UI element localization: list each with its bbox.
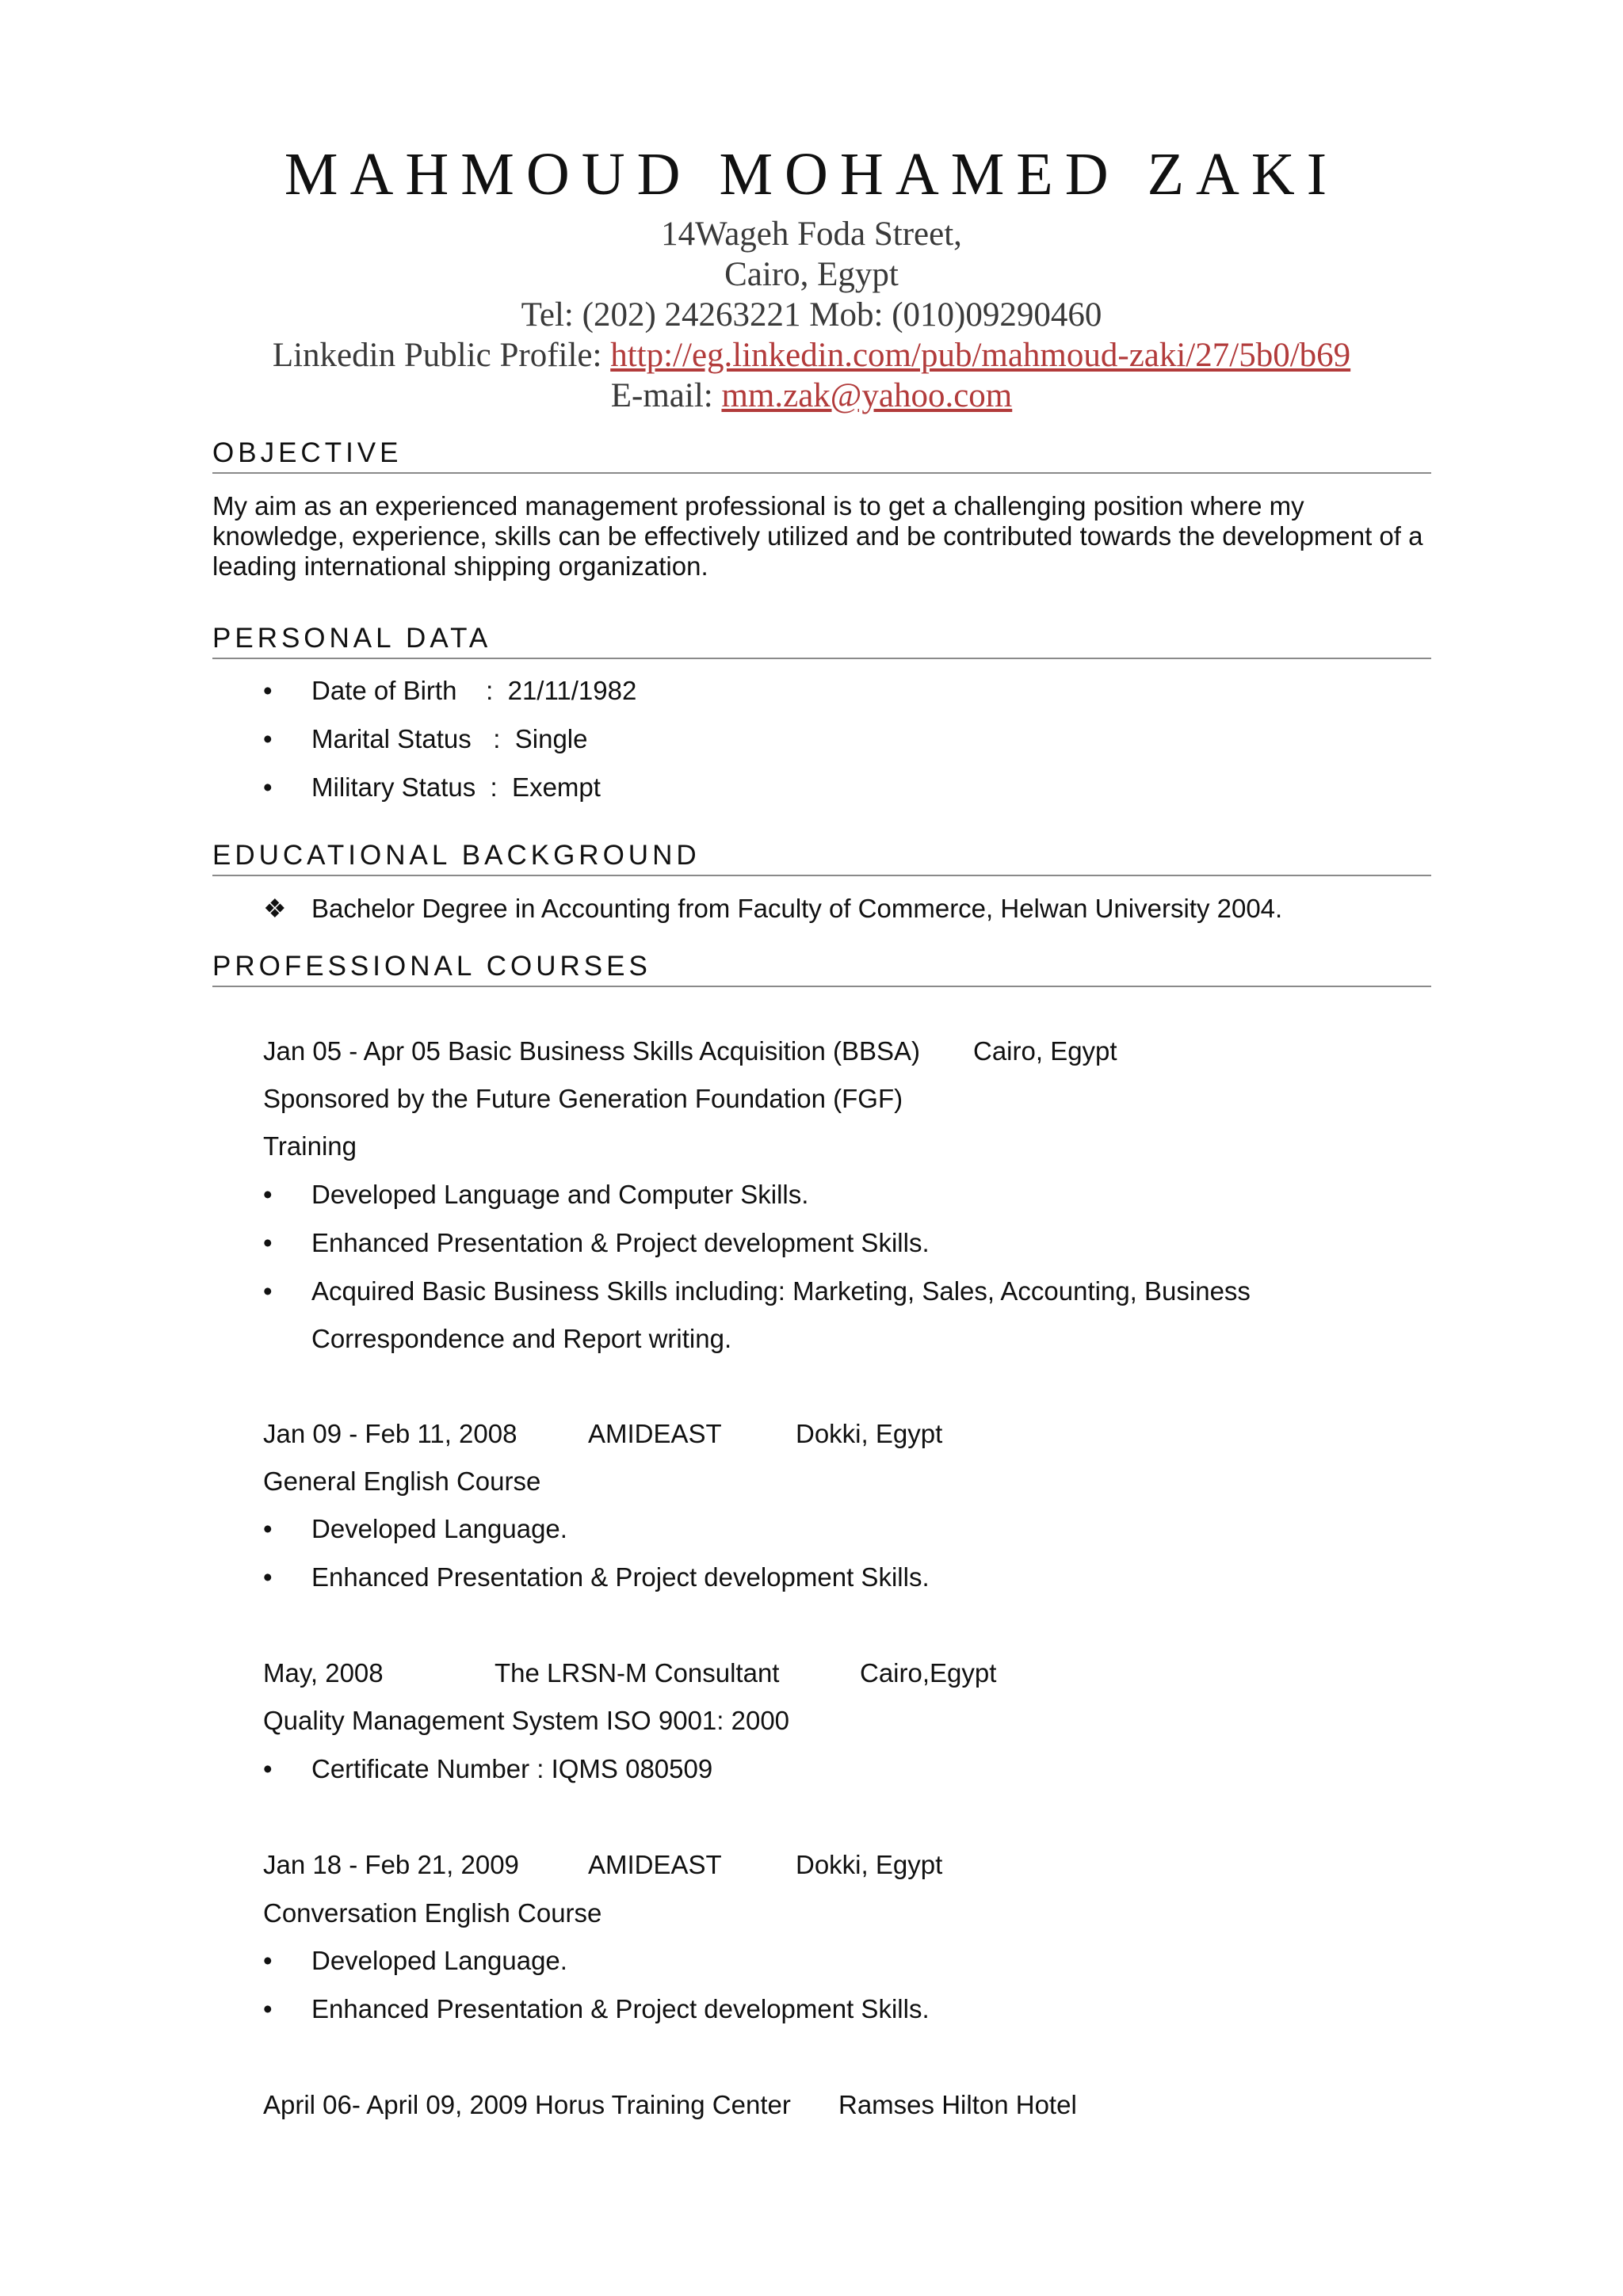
education-heading: EDUCATIONAL BACKGROUND <box>212 840 1431 876</box>
linkedin-line <box>0 335 1623 376</box>
course1-place: Cairo, Egypt <box>973 1036 1117 1066</box>
diamond-bullet-icon: ❖ <box>263 894 287 923</box>
course1-sponsor: Sponsored by the Future Generation Foundation (FGF) <box>263 1084 903 1113</box>
address-line-1: 14Wageh Foda Street, <box>661 215 962 253</box>
course2-bullet-2: Enhanced Presentation & Project development Skills. <box>311 1562 930 1592</box>
bullet-dot: • <box>263 772 273 802</box>
course4-bullet-1: Developed Language. <box>311 1946 567 1975</box>
phone-line: Tel: (202) 24263221 Mob: (010)09290460 <box>521 296 1102 334</box>
bullet-dot: • <box>263 1562 273 1592</box>
course4-bullet-2: Enhanced Presentation & Project development Skills. <box>311 1994 930 2023</box>
course3-bullet-1: Certificate Number : IQMS 080509 <box>311 1754 713 1783</box>
address-line-2: Cairo, Egypt <box>724 256 899 293</box>
linkedin-label: Linkedin Public Profile: <box>272 337 611 374</box>
course2-title: General English Course <box>263 1466 541 1496</box>
bullet-dot: • <box>263 1514 273 1543</box>
course2-org: AMIDEAST <box>588 1419 722 1448</box>
course2-place: Dokki, Egypt <box>796 1419 943 1448</box>
course1-type: Training <box>263 1131 357 1161</box>
email-line <box>0 376 1623 416</box>
linkedin-link[interactable]: http://eg.linkedin.com/pub/mahmoud-zaki/27/5b0/b69 <box>610 337 1351 374</box>
course3-title: Quality Management System ISO 9001: 2000 <box>263 1706 790 1735</box>
course4-title: Conversation English Course <box>263 1898 602 1928</box>
course5-place: Ramses Hilton Hotel <box>838 2090 1077 2119</box>
course3-date: May, 2008 <box>263 1658 384 1688</box>
education-item: Bachelor Degree in Accounting from Faculty of Commerce, Helwan University 2004. <box>311 894 1283 923</box>
candidate-name: MAHMOUD MOHAMED ZAKI <box>284 141 1339 208</box>
course4-date: Jan 18 - Feb 21, 2009 <box>263 1850 519 1879</box>
course1-bullet-3: Acquired Basic Business Skills including: Marketing, Sales, Accounting, Business <box>311 1276 1251 1306</box>
course5-date-org: April 06- April 09, 2009 Horus Training Center <box>263 2090 791 2119</box>
courses-heading: PROFESSIONAL COURSES <box>212 951 1431 987</box>
bullet-dot: • <box>263 1276 273 1306</box>
course4-place: Dokki, Egypt <box>796 1850 943 1879</box>
resume-header <box>0 135 1623 416</box>
course1-bullet-2: Enhanced Presentation & Project development Skills. <box>311 1228 930 1257</box>
personal-marital: Marital Status : Single <box>311 724 588 753</box>
personal-data-heading: PERSONAL DATA <box>212 623 1431 659</box>
course2-bullet-1: Developed Language. <box>311 1514 567 1543</box>
course3-place: Cairo,Egypt <box>860 1658 997 1688</box>
bullet-dot: • <box>263 1180 273 1209</box>
course1-bullet-1: Developed Language and Computer Skills. <box>311 1180 809 1209</box>
objective-heading: OBJECTIVE <box>212 437 1431 474</box>
course4-org: AMIDEAST <box>588 1850 722 1879</box>
bullet-dot: • <box>263 724 273 753</box>
course3-org: The LRSN-M Consultant <box>495 1658 780 1688</box>
personal-dob: Date of Birth : 21/11/1982 <box>311 676 637 705</box>
bullet-dot: • <box>263 1228 273 1257</box>
objective-text: My aim as an experienced management professional is to get a challenging position where my knowledge, experience, skills can be effectively utilized and be contributed towards the development of a leading international shipping organization. <box>212 491 1423 581</box>
email-link[interactable]: mm.zak@yahoo.com <box>721 377 1013 414</box>
course2-date: Jan 09 - Feb 11, 2008 <box>263 1419 517 1448</box>
personal-military: Military Status : Exempt <box>311 772 601 802</box>
bullet-dot: • <box>263 1754 273 1783</box>
bullet-dot: • <box>263 1946 273 1975</box>
course1-date-title: Jan 05 - Apr 05 Basic Business Skills Acquisition (BBSA) <box>263 1036 921 1066</box>
email-label: E-mail: <box>610 377 722 414</box>
bullet-dot: • <box>263 1994 273 2023</box>
bullet-dot: • <box>263 676 273 705</box>
course1-bullet-3-cont: Correspondence and Report writing. <box>311 1324 732 1353</box>
